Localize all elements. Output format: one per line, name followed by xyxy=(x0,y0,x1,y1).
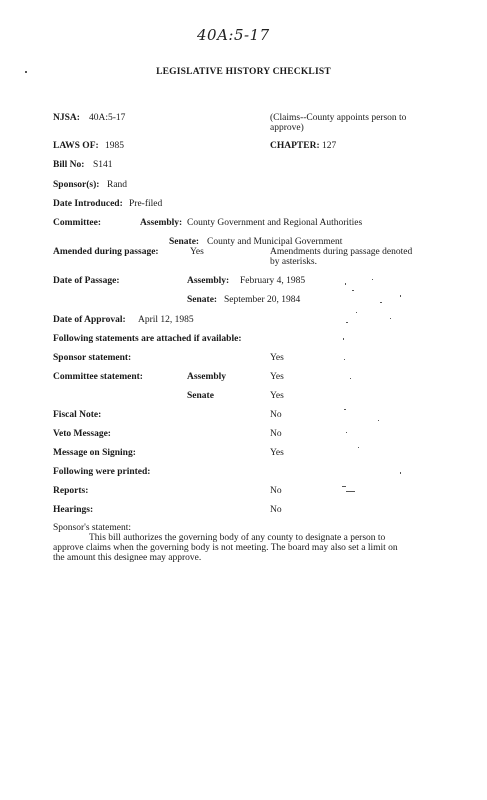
passage-assembly-value: February 4, 1985 xyxy=(240,276,306,286)
amended-note-line1: Amendments during passage denoted xyxy=(270,247,413,257)
sponsors-label: Sponsor(s): xyxy=(53,180,100,190)
passage-assembly-label: Assembly: xyxy=(187,276,230,286)
statement-line-3: the amount this designee may approve. xyxy=(53,553,202,563)
attached-statements-heading: Following statements are attached if available: xyxy=(53,334,242,344)
njsa-description-line2: approve) xyxy=(270,123,304,133)
committee-statement-assembly-value: Yes xyxy=(270,372,284,382)
committee-statement-senate-label: Senate xyxy=(187,391,214,401)
statement-line-1: This bill authorizes the governing body of any county to designate a person to xyxy=(89,533,386,543)
reports-label: Reports: xyxy=(53,486,89,496)
amended-value: Yes xyxy=(190,247,204,257)
date-of-approval-value: April 12, 1985 xyxy=(138,315,194,325)
fiscal-note-label: Fiscal Note: xyxy=(53,410,102,420)
committee-assembly-value: County Government and Regional Authorities xyxy=(187,218,363,228)
printed-heading: Following were printed: xyxy=(53,467,151,477)
committee-assembly-label: Assembly: xyxy=(140,218,183,228)
bill-no-value: S141 xyxy=(93,160,113,170)
committee-senate-value: County and Municipal Government xyxy=(207,237,343,247)
amended-label: Amended during passage: xyxy=(53,247,159,257)
njsa-description-line1: (Claims--County appoints person to xyxy=(270,113,407,123)
date-introduced-label: Date Introduced: xyxy=(53,199,123,209)
veto-message-value: No xyxy=(270,429,282,439)
reports-value: No xyxy=(270,486,282,496)
sponsor-statement-label: Sponsor statement: xyxy=(53,353,132,363)
handwritten-citation: 40A:5-17 xyxy=(197,26,270,44)
laws-of-label: LAWS OF: xyxy=(53,141,99,151)
committee-statement-senate-value: Yes xyxy=(270,391,284,401)
passage-senate-label: Senate: xyxy=(187,295,218,305)
fiscal-note-value: No xyxy=(270,410,282,420)
date-introduced-value: Pre-filed xyxy=(129,199,163,209)
date-of-passage-label: Date of Passage: xyxy=(53,276,120,286)
bill-no-label: Bill No: xyxy=(53,160,85,170)
hearings-label: Hearings: xyxy=(53,505,94,515)
page-title: LEGISLATIVE HISTORY CHECKLIST xyxy=(156,67,331,77)
committee-senate-label: Senate: xyxy=(169,237,200,247)
statement-line-2: approve claims when the governing body is not meeting. The board may also set a limit on xyxy=(53,543,398,553)
message-on-signing-value: Yes xyxy=(270,448,284,458)
njsa-value: 40A:5-17 xyxy=(89,113,126,123)
committee-statement-assembly-label: Assembly xyxy=(187,372,227,382)
sponsors-value: Rand xyxy=(107,180,128,190)
committee-statement-label: Committee statement: xyxy=(53,372,143,382)
amended-note-line2: by asterisks. xyxy=(270,257,317,267)
njsa-label: NJSA: xyxy=(53,113,80,123)
chapter-label: CHAPTER: xyxy=(270,141,320,151)
laws-of-value: 1985 xyxy=(105,141,124,151)
message-on-signing-label: Message on Signing: xyxy=(53,448,136,458)
veto-message-label: Veto Message: xyxy=(53,429,111,439)
committee-label: Committee: xyxy=(53,218,102,228)
hearings-value: No xyxy=(270,505,282,515)
sponsor-statement-value: Yes xyxy=(270,353,284,363)
chapter-value: 127 xyxy=(322,141,337,151)
date-of-approval-label: Date of Approval: xyxy=(53,315,126,325)
statement-heading: Sponsor's statement: xyxy=(53,523,131,533)
passage-senate-value: September 20, 1984 xyxy=(224,295,301,305)
